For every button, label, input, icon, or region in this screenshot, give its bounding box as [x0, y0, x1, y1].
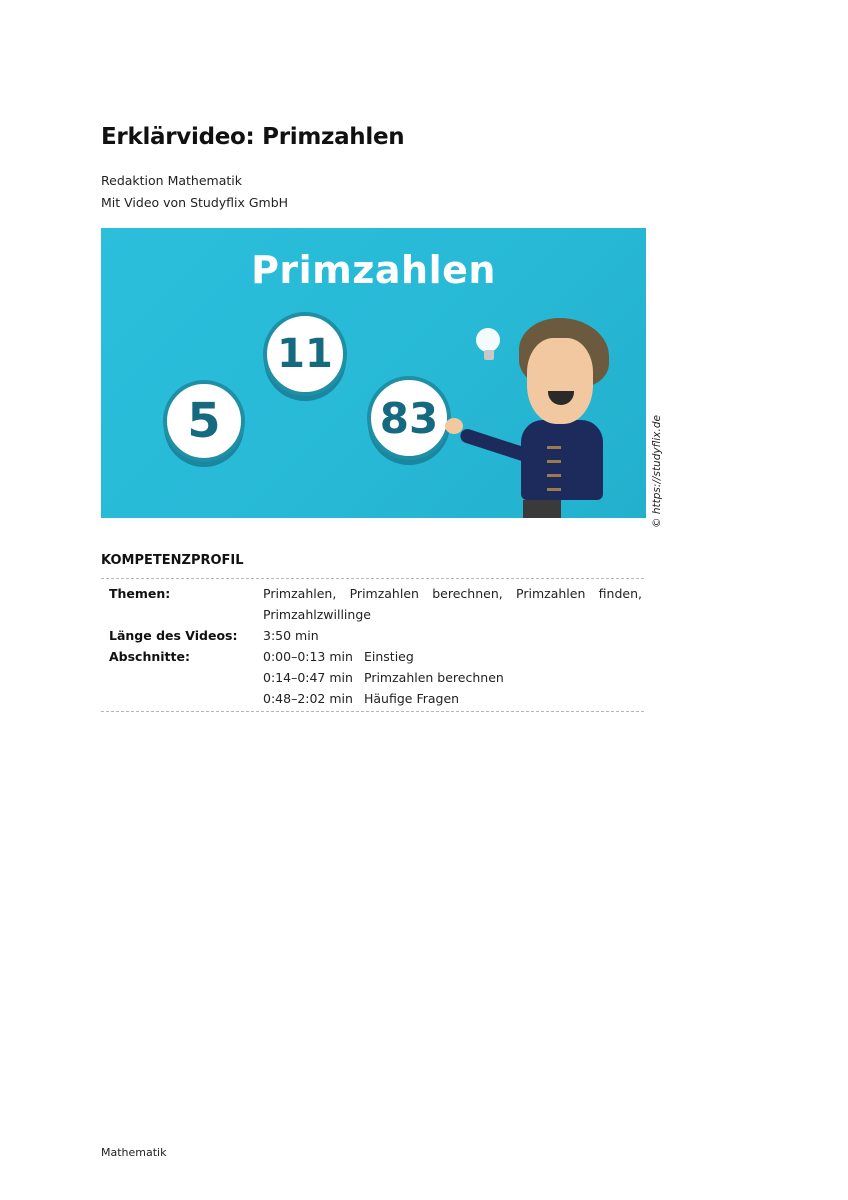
themen-line-2: Primzahlzwillinge [263, 607, 371, 622]
abschnitte-list [263, 646, 644, 709]
number-ball-83 [367, 376, 451, 460]
row-abschnitte [101, 646, 644, 709]
page-title: Erklärvideo: Primzahlen [101, 124, 405, 150]
topic: Primzahlen [349, 586, 419, 601]
coat-toggle [547, 488, 561, 491]
number-ball-11 [263, 312, 347, 396]
coat-toggle [547, 460, 561, 463]
topic: berechnen, [432, 586, 503, 601]
document-meta [101, 170, 288, 214]
kompetenzprofil-table [101, 578, 644, 712]
character-hand [445, 418, 463, 434]
author-line: Redaktion Mathematik [101, 173, 242, 188]
themen-label: Themen: [109, 586, 171, 601]
lightbulb-icon [476, 328, 500, 352]
lightbulb-base [484, 350, 494, 360]
character-coat [521, 420, 603, 500]
section-heading-kompetenzprofil: KOMPETENZPROFIL [101, 553, 244, 568]
abschnitt-item [263, 688, 642, 709]
topic: Primzahlen [516, 586, 586, 601]
number-label: 5 [187, 393, 221, 449]
video-source-line: Mit Video von Studyflix GmbH [101, 195, 289, 210]
coat-toggle [547, 474, 561, 477]
topic: Primzahlen, [263, 586, 337, 601]
character-legs [523, 500, 561, 518]
abschnitt-title: Primzahlen berechnen [364, 670, 504, 685]
footer-subject: Mathematik [101, 1146, 167, 1159]
number-label: 83 [379, 393, 439, 443]
character-face [527, 338, 593, 424]
abschnitt-time: 0:00–0:13 min [263, 649, 353, 664]
abschnitt-title: Einstieg [364, 649, 414, 664]
number-label: 11 [277, 331, 333, 377]
video-thumbnail[interactable] [101, 228, 646, 518]
coat-toggle [547, 446, 561, 449]
row-themen [101, 583, 644, 625]
abschnitt-item [263, 646, 642, 667]
abschnitt-item [263, 667, 642, 688]
laenge-value: 3:50 min [263, 628, 319, 643]
number-ball-5 [163, 380, 245, 462]
image-credit: © https://studyflix.de [651, 415, 663, 528]
thumbnail-heading: Primzahlen [251, 248, 496, 292]
abschnitt-time: 0:14–0:47 min [263, 670, 353, 685]
abschnitt-title: Häufige Fragen [364, 691, 460, 706]
themen-value [263, 583, 644, 625]
topic: finden, [598, 586, 642, 601]
laenge-label: Länge des Videos: [109, 628, 238, 643]
abschnitte-label: Abschnitte: [109, 649, 190, 664]
row-laenge [101, 625, 644, 646]
abschnitt-time: 0:48–2:02 min [263, 691, 353, 706]
themen-line-1 [263, 583, 642, 604]
